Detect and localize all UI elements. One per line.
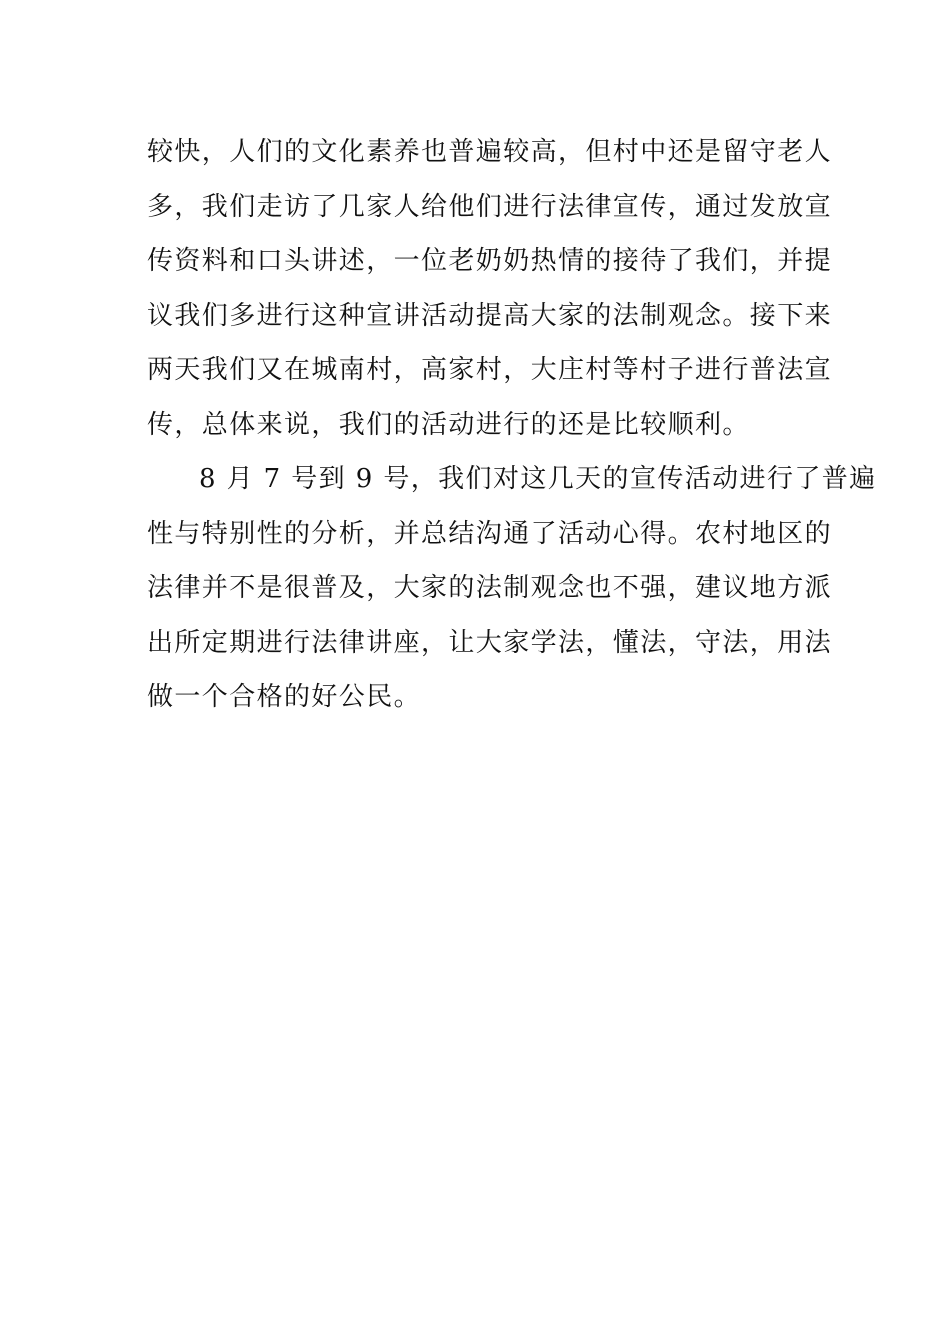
text-line: 8 月 7 号到 9 号，我们对这几天的宣传活动进行了普遍 (199, 464, 877, 494)
paragraph-2 (147, 452, 877, 725)
paragraph-1 (147, 125, 833, 452)
text-line: 较快，人们的文化素养也普遍较高，但村中还是留守老人 (147, 137, 833, 167)
text-line: 议我们多进行这种宣讲活动提高大家的法制观念。接下来 (147, 300, 833, 331)
text-line: 传，总体来说，我们的活动进行的还是比较顺利。 (147, 409, 750, 440)
text-line: 两天我们又在城南村，高家村，大庄村等村子进行普法宣 (147, 355, 833, 385)
text-line: 传资料和口头讲述，一位老奶奶热情的接待了我们，并提 (147, 246, 833, 276)
text-line: 出所定期进行法律讲座，让大家学法，懂法，守法，用法 (147, 627, 833, 658)
text-line: 性与特别性的分析，并总结沟通了活动心得。农村地区的 (147, 518, 833, 549)
text-line: 法律并不是很普及，大家的法制观念也不强，建议地方派 (147, 573, 833, 603)
text-line: 做一个合格的好公民。 (147, 682, 422, 712)
text-line: 多，我们走访了几家人给他们进行法律宣传，通过发放宣 (147, 191, 833, 222)
document-body (147, 125, 877, 725)
